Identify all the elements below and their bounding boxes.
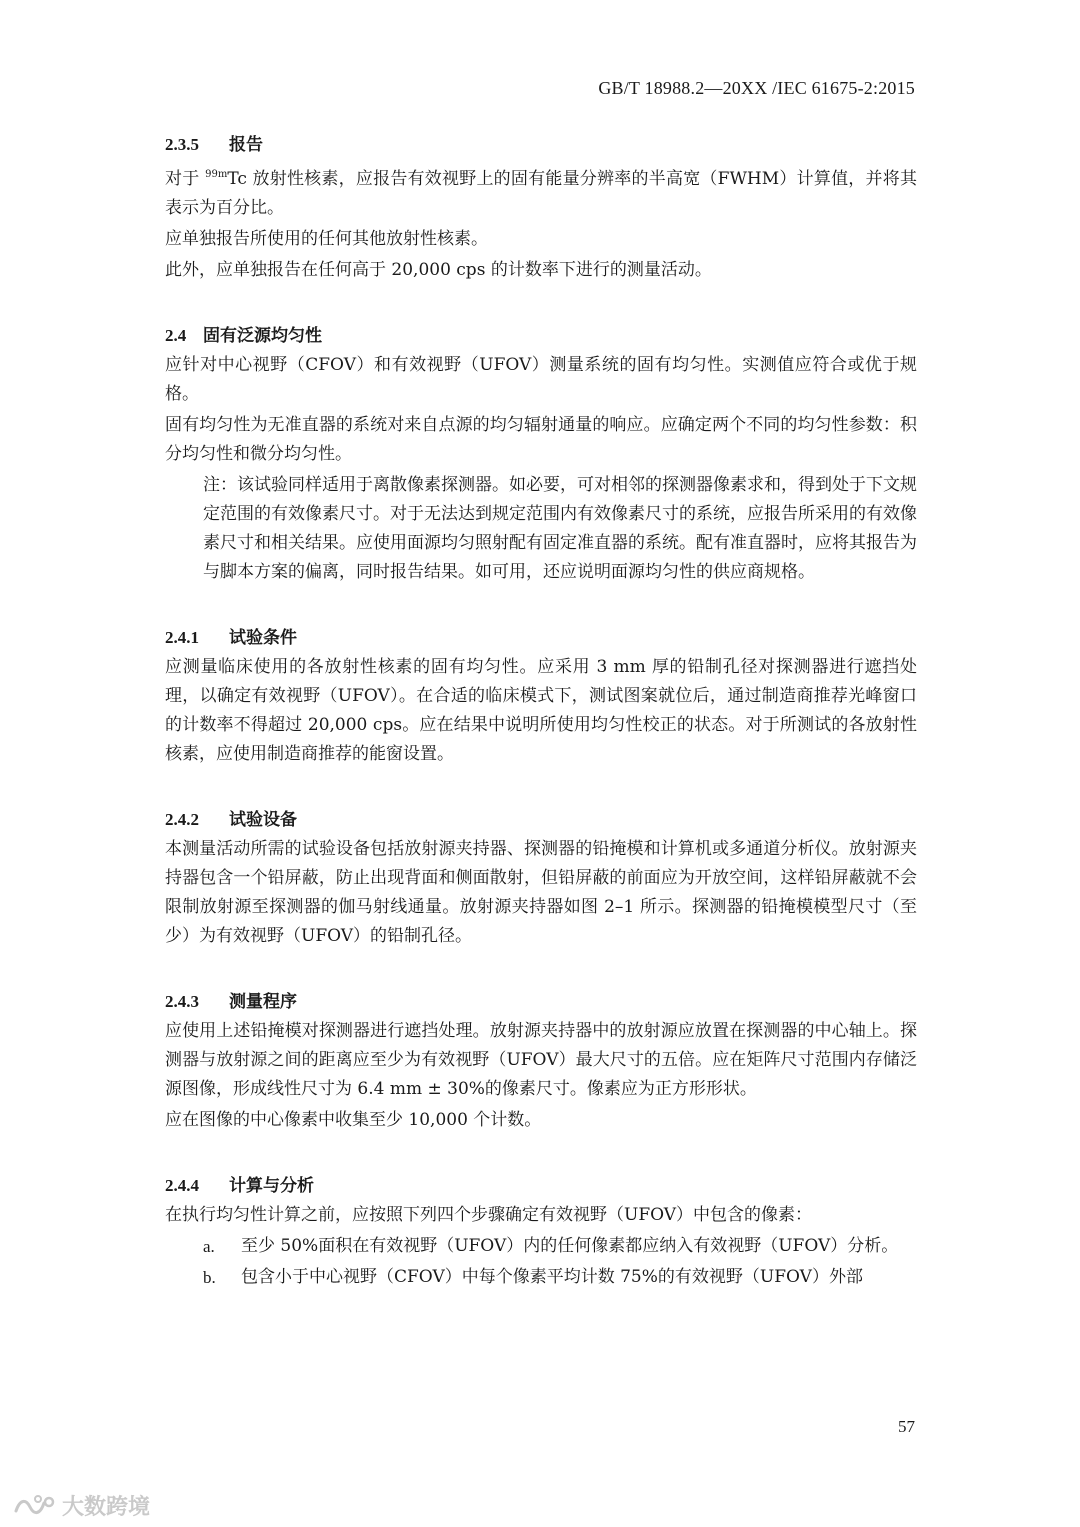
list-marker: b. (203, 1268, 216, 1287)
list-item (203, 1263, 917, 1292)
section-title: 计算与分析 (229, 1176, 314, 1196)
list-item-text: 包含小于中心视野（CFOV）中每个像素平均计数 75%的有效视野（UFOV）外部 (241, 1267, 863, 1287)
text-run: 对于 (165, 169, 206, 189)
section-heading-2-4-2 (165, 805, 917, 835)
section-number: 2.3.5 (165, 135, 199, 154)
page-number: 57 (898, 1417, 915, 1436)
paragraph: 此外，应单独报告在任何高于 20,000 cps 的计数率下进行的测量活动。 (165, 260, 712, 280)
section-heading-2-4-3 (165, 987, 917, 1017)
text-run: Tc 放射性核素，应报告有效视野上的固有能量分辨率的半高宽（FWHM）计算值，并将其表示为百分比。 (165, 169, 917, 218)
list-marker: a. (203, 1237, 215, 1256)
paragraph: 应针对中心视野（CFOV）和有效视野（UFOV）测量系统的固有均匀性。实测值应符合或优于规格。 (165, 355, 917, 404)
section-heading-2-4 (165, 321, 917, 351)
section-title: 报告 (229, 135, 263, 155)
section-heading-2-3-5 (165, 130, 917, 160)
page-content (165, 130, 917, 1294)
paragraph: 在执行均匀性计算之前，应按照下列四个步骤确定有效视野（UFOV）中包含的像素： (165, 1205, 813, 1225)
watermark-text: 大数跨境 (62, 1495, 151, 1520)
paragraph: 应使用上述铅掩模对探测器进行遮挡处理。放射源夹持器中的放射源应放置在探测器的中心轴上。探测器与放射源之间的距离应至少为有效视野（UFOV）最大尺寸的五倍。应在矩阵尺寸范围内存储泛源图像，形成线性尺寸为 6.4 mm ± 30%的像素尺寸。像素应为正方形形状。 (165, 1021, 917, 1099)
note-paragraph: 注：该试验同样适用于离散像素探测器。如必要，可对相邻的探测器像素求和，得到处于下文规定范围的有效像素尺寸。对于无法达到规定范围内有效像素尺寸的系统，应报告所采用的有效像素尺寸和相关结果。应使用面源均匀照射配有固定准直器的系统。配有准直器时，应将其报告为与脚本方案的偏离，同时报告结果。如可用，还应说明面源均匀性的供应商规格。 (203, 475, 917, 582)
watermark-logo-icon (12, 1493, 56, 1519)
section-heading-2-4-4 (165, 1171, 917, 1201)
section-heading-2-4-1 (165, 623, 917, 653)
list-item (203, 1232, 917, 1261)
paragraph: 本测量活动所需的试验设备包括放射源夹持器、探测器的铅掩模和计算机或多通道分析仪。放射源夹持器包含一个铅屏蔽，防止出现背面和侧面散射，但铅屏蔽的前面应为开放空间，这样铅屏蔽就不会限制放射源至探测器的伽马射线通量。放射源夹持器如图 2–1 所示。探测器的铅掩模模型尺寸（至少）为有效视野（UFOV）的铅制孔径。 (165, 839, 917, 946)
section-title: 测量程序 (229, 992, 297, 1012)
paragraph (165, 160, 917, 223)
watermark (12, 1490, 150, 1521)
section-title: 试验设备 (229, 810, 297, 830)
section-number: 2.4.4 (165, 1176, 199, 1195)
section-number: 2.4.3 (165, 992, 199, 1011)
section-number: 2.4.1 (165, 628, 199, 647)
section-number: 2.4.2 (165, 810, 199, 829)
paragraph: 应单独报告所使用的任何其他放射性核素。 (165, 229, 488, 249)
page-header-standard: GB/T 18988.2—20XX /IEC 61675-2:2015 (598, 78, 915, 98)
paragraph: 应在图像的中心像素中收集至少 10,000 个计数。 (165, 1110, 542, 1130)
paragraph: 应测量临床使用的各放射性核素的固有均匀性。应采用 3 mm 厚的铅制孔径对探测器进行遮挡处理，以确定有效视野（UFOV）。在合适的临床模式下，测试图案就位后，通过制造商推荐光峰窗口的计数率不得超过 20,000 cps。应在结果中说明所使用均匀性校正的状态。对于所测试的各放射性核素，应使用制造商推荐的能窗设置。 (165, 657, 917, 764)
section-title: 固有泛源均匀性 (203, 326, 322, 346)
superscript: 99m (205, 169, 228, 180)
section-number: 2.4 (165, 326, 187, 345)
list-item-text: 至少 50%面积在有效视野（UFOV）内的任何像素都应纳入有效视野（UFOV）分析。 (241, 1236, 899, 1256)
paragraph: 固有均匀性为无准直器的系统对来自点源的均匀辐射通量的响应。应确定两个不同的均匀性参数：积分均匀性和微分均匀性。 (165, 415, 917, 464)
section-title: 试验条件 (229, 628, 297, 648)
